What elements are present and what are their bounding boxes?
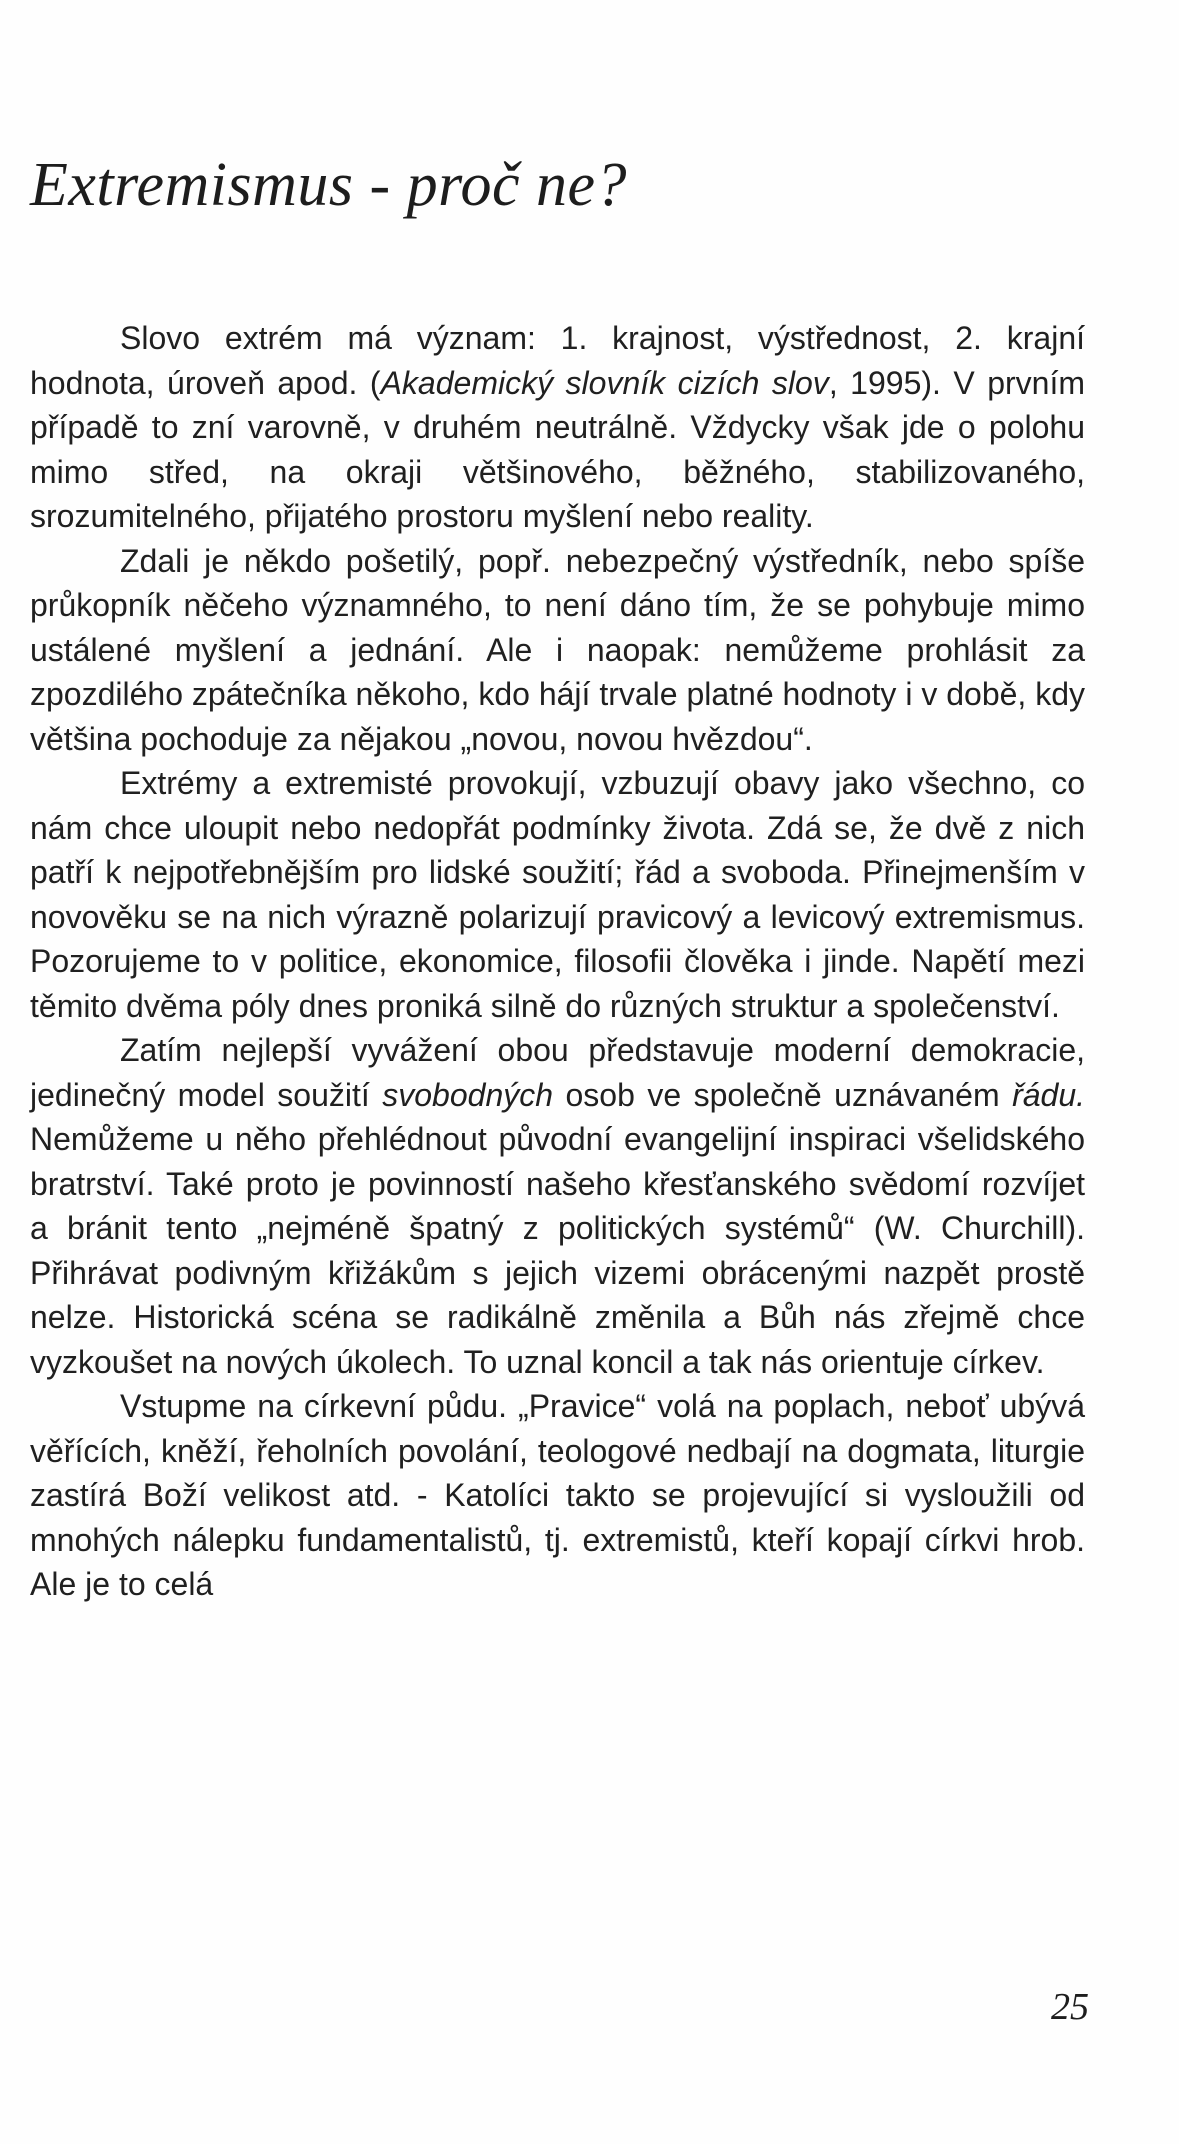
- paragraph-4: [30, 1028, 1085, 1384]
- paragraph-2: Zdali je někdo pošetilý, popř. nebezpečný výstředník, nebo spíše průkopník něčeho významného, to není dáno tím, že se pohybuje mimo ustálené myšlení a jednání. Ale i naopak: nemůžeme prohlásit za zpozdilého zpátečníka někoho, kdo hájí trvale platné hodnoty i v době, kdy většina pochoduje za nějakou „novou, novou hvězdou“.: [30, 542, 1085, 757]
- emphasis-svobodnych: svobodných: [382, 1076, 554, 1113]
- paragraph-4-text-e: Nemůžeme u něho přehlédnout původní evangelijní inspiraci všelidského bratrství. Také proto je povinností našeho křesťanského svědomí rozvíjet a bránit tento „nejméně špatný z politických systémů“ (W. Churchill). Přihrávat podivným křižákům s jejich vizemi obrácenými nazpět prostě nelze. Historická scéna se radikálně změnila a Bůh nás zřejmě chce vyzkoušet na nových úkolech. To uznal koncil a tak nás orientuje církev.: [30, 1121, 1085, 1380]
- page-number: 25: [1051, 1986, 1089, 2028]
- paragraph-1: [30, 316, 1085, 539]
- paragraph-1-text-a: Slovo extrém má význam: 1. krajnost, výstřednost, 2. krajní hodnota, úroveň apod. (: [30, 320, 1085, 401]
- paragraph-1-text-c: , 1995). V prvním případě to zní varovně, v druhém neutrálně. Vždycky však jde o polohu mimo střed, na okraji většinového, běžného, stabilizovaného, srozumitelného, přijatého prostoru myšlení nebo reality.: [30, 364, 1086, 534]
- emphasis-radu: řádu.: [1012, 1076, 1086, 1113]
- body-text: [30, 316, 1085, 1607]
- dictionary-title: Akademický slovník cizích slov: [380, 364, 829, 401]
- paragraph-3: Extrémy a extremisté provokují, vzbuzují obavy jako všechno, co nám chce uloupit nebo nedopřát podmínky života. Zdá se, že dvě z nich patří k nejpotřebnějším pro lidské soužití; řád a svoboda. Přinejmenším v novověku se na nich výrazně polarizují pravicový a levicový extremismus. Pozorujeme to v politice, ekonomice, filosofii člověka i jinde. Napětí mezi těmito dvěma póly dnes proniká silně do různých struktur a společenství.: [30, 765, 1085, 1024]
- paragraph-5: Vstupme na církevní půdu. „Pravice“ volá na poplach, neboť ubývá věřících, kněží, řeholních povolání, teologové nedbají na dogmata, liturgie zastírá Boží velikost atd. - Katolíci takto se projevující si vysloužili od mnohých nálepku fundamentalistů, tj. extremistů, kteří kopají církvi hrob. Ale je to celá: [30, 1388, 1085, 1602]
- paragraph-4-text-a: Zatím nejlepší vyvážení obou představuje moderní demokracie, jedinečný model soužití: [30, 1032, 1085, 1113]
- paragraph-4-text-c: osob ve společně uznávaném: [553, 1076, 1013, 1113]
- chapter-title: Extremismus - proč ne?: [30, 151, 628, 219]
